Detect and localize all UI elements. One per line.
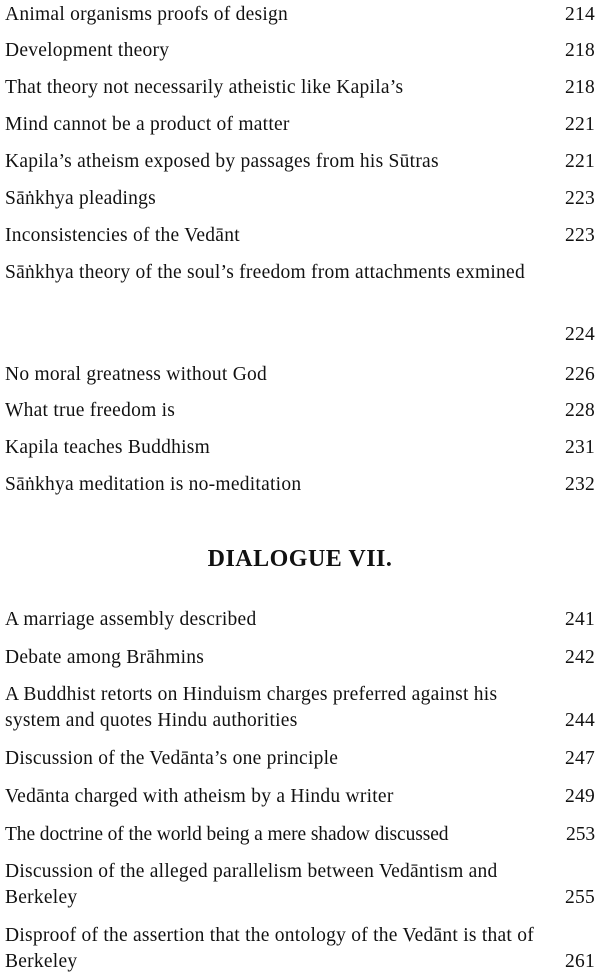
toc-entry bbox=[5, 607, 595, 633]
toc-entry bbox=[5, 38, 595, 64]
entry-title: Discussion of the alleged parallelism between Vedāntism and Berkeley bbox=[5, 861, 498, 908]
toc-entry bbox=[5, 822, 595, 848]
section-heading: DIALOGUE VII. bbox=[207, 546, 393, 572]
entry-page: 214 bbox=[565, 4, 595, 25]
entry-page: 231 bbox=[565, 437, 595, 458]
entry-title: Debate among Brāhmins bbox=[5, 647, 205, 668]
entry-page: 261 bbox=[565, 951, 595, 972]
toc-entry bbox=[5, 859, 595, 911]
entry-title: Kapila teaches Buddhism bbox=[5, 437, 211, 458]
toc-entry bbox=[5, 784, 595, 810]
entry-title: Kapila’s atheism exposed by passages from his Sūtras bbox=[5, 151, 439, 172]
entry-page: 228 bbox=[565, 400, 595, 421]
entry-page: 226 bbox=[565, 364, 595, 385]
entry-page: 241 bbox=[565, 609, 595, 630]
entry-title: Sāṅkhya meditation is no-meditation bbox=[5, 474, 302, 495]
entry-title: Discussion of the Vedānta’s one principle bbox=[5, 748, 339, 769]
toc-entry bbox=[5, 223, 595, 249]
entry-title: Vedānta charged with atheism by a Hindu writer bbox=[5, 786, 394, 807]
toc-entry bbox=[5, 435, 595, 461]
toc-entry bbox=[5, 645, 595, 671]
toc-entry bbox=[5, 362, 595, 388]
entry-page: 247 bbox=[565, 748, 595, 769]
entry-title: No moral greatness without God bbox=[5, 364, 268, 385]
entry-title: Inconsistencies of the Vedānt bbox=[5, 225, 240, 246]
toc-entry bbox=[5, 112, 595, 138]
toc-entry bbox=[5, 746, 595, 772]
entry-title: Sāṅkhya pleadings bbox=[5, 188, 157, 209]
entry-page: 218 bbox=[565, 77, 595, 98]
entry-page: 232 bbox=[565, 474, 595, 495]
entry-page: 223 bbox=[565, 188, 595, 209]
toc-entry bbox=[5, 75, 595, 101]
entry-title: What true freedom is bbox=[5, 400, 176, 421]
entry-page: 249 bbox=[565, 786, 595, 807]
entry-page: 223 bbox=[565, 225, 595, 246]
toc-entry bbox=[5, 398, 595, 424]
entry-page: 221 bbox=[565, 151, 595, 172]
entry-title: A marriage assembly described bbox=[5, 609, 257, 630]
entry-page: 253 bbox=[566, 824, 595, 845]
entry-page: 218 bbox=[565, 40, 595, 61]
entry-title: Sāṅkhya theory of the soul’s freedom from attachments exmined bbox=[5, 262, 525, 283]
entry-title: Disproof of the assertion that the ontology of the Vedānt is that of Berkeley bbox=[5, 925, 534, 972]
toc-entry bbox=[5, 186, 595, 212]
entry-page: 224 bbox=[565, 324, 595, 345]
entry-title: The doctrine of the world being a mere shadow discussed bbox=[5, 824, 449, 845]
entry-title: A Buddhist retorts on Hinduism charges preferred against his system and quotes Hindu authorities bbox=[5, 684, 498, 731]
toc-entry bbox=[5, 923, 595, 975]
toc-entry bbox=[5, 472, 595, 498]
entry-title: Development theory bbox=[5, 40, 170, 61]
toc-entry bbox=[5, 149, 595, 175]
entry-title: That theory not necessarily atheistic like Kapila’s bbox=[5, 77, 404, 98]
entry-page: 244 bbox=[565, 710, 595, 731]
entry-page: 255 bbox=[565, 887, 595, 908]
toc-entry bbox=[5, 682, 595, 734]
toc-entry bbox=[5, 2, 595, 28]
entry-page: 242 bbox=[565, 647, 595, 668]
entry-title: Mind cannot be a product of matter bbox=[5, 114, 290, 135]
toc-entry bbox=[5, 260, 595, 348]
entry-title: Animal organisms proofs of design bbox=[5, 4, 289, 25]
entry-page: 221 bbox=[565, 114, 595, 135]
